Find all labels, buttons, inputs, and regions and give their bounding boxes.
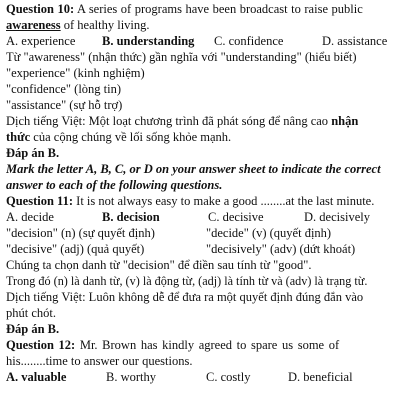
q11-stem-line (6, 193, 394, 209)
option-letter: B. (102, 34, 114, 48)
option-letter: D. (322, 34, 335, 48)
q10-option-c (208, 33, 322, 49)
option-text: valuable (21, 370, 67, 384)
option-text: confidence (228, 34, 284, 48)
option-letter: D. (288, 370, 301, 384)
q10-gloss-2: "confidence" (lòng tin) (6, 82, 122, 96)
q10-stem-part-2: of healthy living. (60, 18, 150, 32)
instruction-line-1: Mark the letter A, B, C, or D on your answer sheet to indicate the correct (6, 162, 381, 176)
q10-gloss-1: "experience" (kinh nghiệm) (6, 66, 145, 80)
option-letter: D. (304, 210, 317, 224)
q11-gloss-decision: "decision" (n) (sự quyết định) (6, 226, 155, 240)
q11-answer: Đáp án B. (6, 322, 60, 336)
q10-option-a (6, 33, 102, 49)
option-letter: B. (106, 370, 118, 384)
q11-glosses-row-1 (6, 225, 394, 241)
q10-options (6, 33, 394, 49)
q12-option-a (6, 369, 106, 385)
q11-label: Question 11: (6, 194, 74, 208)
q10-answer: Đáp án B. (6, 146, 60, 160)
option-text: decisive (222, 210, 264, 224)
option-text: experience (21, 34, 76, 48)
q11-option-b (102, 209, 208, 225)
option-text: decisively (319, 210, 370, 224)
q12-option-c (206, 369, 288, 385)
option-letter: A. (6, 34, 19, 48)
q11-option-c (208, 209, 304, 225)
q10-keyword: awareness (6, 18, 61, 32)
q10-translation-line-2 (6, 129, 394, 145)
option-text: understanding (116, 34, 195, 48)
q11-gloss-decisively: "decisively" (adv) (dứt khoát) (206, 242, 356, 256)
option-text: assistance (337, 34, 388, 48)
instruction-line-2: answer to each of the following questions. (6, 178, 223, 192)
option-text: decide (21, 210, 54, 224)
q11-options (6, 209, 394, 225)
option-text: beneficial (303, 370, 353, 384)
q12-option-d (288, 369, 353, 385)
q10-stem-part-1: A series of programs have been broadcast to raise public (74, 2, 363, 16)
q11-glosses-row-2 (6, 241, 394, 257)
q12-option-b (106, 369, 206, 385)
q10-label: Question 10: (6, 2, 75, 16)
option-text: worthy (120, 370, 157, 384)
q10-translation-part-1: Dịch tiếng Việt: Một loạt chương trình đã phát sóng để nâng cao (6, 114, 332, 128)
q10-translation-bold-2: thức (6, 130, 31, 144)
option-letter: C. (208, 210, 220, 224)
option-letter: A. (6, 210, 19, 224)
option-letter: A. (6, 370, 19, 384)
option-letter: C. (214, 34, 226, 48)
q10-stem-line-2 (6, 17, 394, 33)
option-text: costly (220, 370, 251, 384)
option-text: decision (116, 210, 160, 224)
q10-note: Từ "awareness" (nhận thức) gần nghĩa với "understanding" (hiểu biết) (6, 50, 357, 64)
q12-stem-part-1: Mr. Brown has kindly agreed to spare us some of (75, 338, 340, 352)
q12-stem-line-1 (6, 337, 394, 353)
q10-translation-part-2: của cộng chúng về lối sống khỏe mạnh. (30, 130, 232, 144)
q12-stem-line-2: his........time to answer our questions. (6, 354, 193, 368)
q10-stem-line-1 (6, 1, 394, 17)
q11-option-a (6, 209, 102, 225)
option-letter: B. (102, 210, 114, 224)
q10-option-b (102, 33, 208, 49)
q11-option-d (304, 209, 370, 225)
q10-translation-bold-1: nhận (331, 114, 359, 128)
q10-gloss-3: "assistance" (sự hỗ trợ) (6, 98, 123, 112)
q11-translation-line-1: Dịch tiếng Việt: Luôn không dễ để đưa ra một quyết định đúng đắn vào (6, 290, 364, 304)
q11-gloss-decide: "decide" (v) (quyết định) (206, 226, 332, 240)
q11-note-2: Trong đó (n) là danh từ, (v) là động từ, (adj) là tính từ và (adv) là trạng từ. (6, 274, 368, 288)
q11-gloss-decisive: "decisive" (adj) (quả quyết) (6, 242, 145, 256)
q10-option-d (322, 33, 387, 49)
q11-translation-line-2: phút chót. (6, 306, 56, 320)
q10-translation-line-1 (6, 113, 394, 129)
q11-stem: It is not always easy to make a good ........at the last minute. (73, 194, 375, 208)
option-letter: C. (206, 370, 218, 384)
q11-note-1: Chúng ta chọn danh từ "decision" để điền sau tính từ "good". (6, 258, 312, 272)
q12-options (6, 369, 394, 385)
q12-label: Question 12: (6, 338, 76, 352)
